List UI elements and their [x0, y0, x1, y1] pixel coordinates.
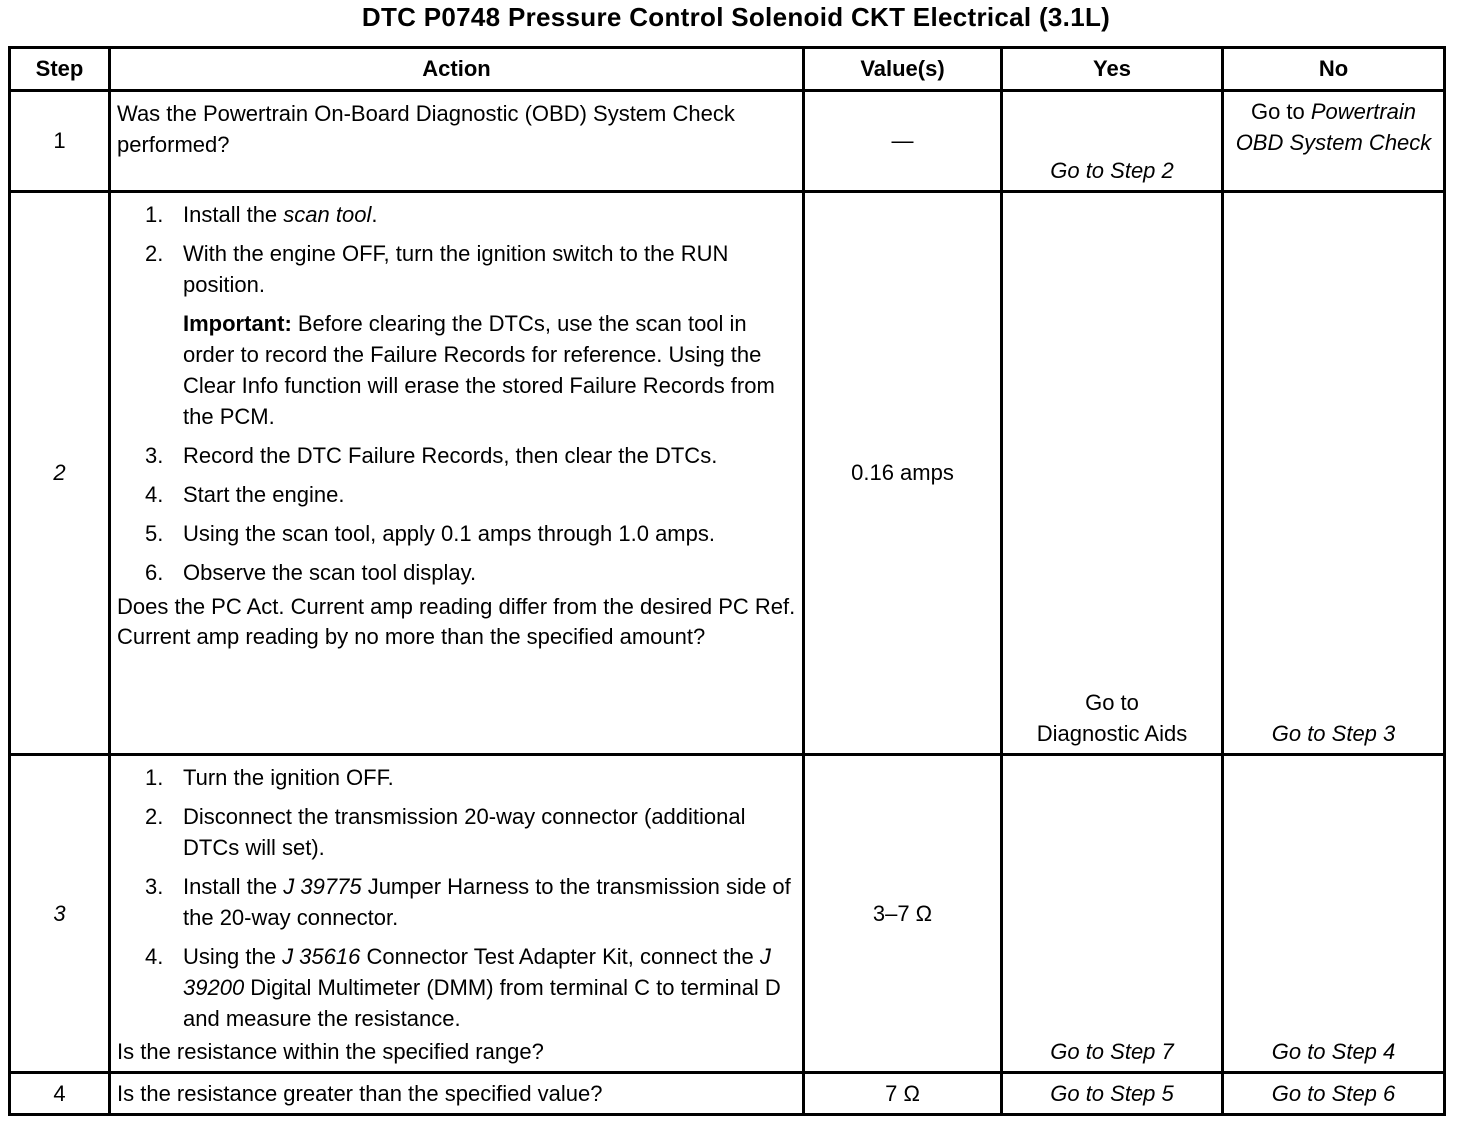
no-cell [1223, 91, 1445, 192]
table-row-step-4 [10, 1073, 1445, 1115]
step-number: 1 [10, 91, 110, 192]
header-yes: Yes [1002, 48, 1223, 91]
header-action: Action [110, 48, 804, 91]
yes-cell [1002, 91, 1223, 192]
no-cell [1223, 1073, 1445, 1115]
value-cell: 3–7 Ω [804, 755, 1002, 1073]
important-note: Important: Before clearing the DTCs, use the scan tool in order to record the Failure Records for reference. Using the Clear Info function will erase the stored Failure Records from the PCM. [183, 311, 775, 429]
tool-name: J 35616 [282, 944, 361, 969]
tool-name: J 39775 [283, 874, 362, 899]
list-item: 1. Install the scan tool. [145, 202, 378, 227]
no-link[interactable]: Powertrain OBD System Check [1235, 99, 1432, 155]
header-row [10, 48, 1445, 91]
yes-link[interactable]: Go to Step 7 [1050, 1039, 1174, 1064]
yes-cell [1002, 192, 1223, 755]
list-item: 5. Using the scan tool, apply 0.1 amps through 1.0 amps. [145, 521, 715, 546]
action-cell [110, 91, 804, 192]
header-no: No [1223, 48, 1445, 91]
no-cell [1223, 755, 1445, 1073]
question-text: Is the resistance greater than the specified value? [117, 1081, 603, 1106]
step-number: 2 [10, 192, 110, 755]
yes-cell [1002, 755, 1223, 1073]
step-number: 4 [10, 1073, 110, 1115]
no-cell [1223, 192, 1445, 755]
action-cell [110, 1073, 804, 1115]
tool-name: J 39200 [183, 944, 771, 1000]
no-link[interactable]: Go to Step 4 [1271, 1039, 1396, 1064]
list-item: 3. Install the J 39775 Jumper Harness to the transmission side of the 20-way connector. [145, 874, 791, 930]
action-cell [110, 192, 804, 755]
diagnostic-table [8, 46, 1446, 1116]
no-link[interactable]: Go to Step 6 [1271, 1080, 1396, 1106]
document-title: DTC P0748 Pressure Control Solenoid CKT Electrical (3.1L) [361, 2, 1111, 32]
no-prefix: Go to [1250, 99, 1311, 124]
header-values: Value(s) [804, 48, 1002, 91]
list-item: 3. Record the DTC Failure Records, then clear the DTCs. [145, 443, 718, 468]
no-link[interactable]: Go to Step 3 [1271, 721, 1396, 746]
list-item: 2. Disconnect the transmission 20-way connector (additional DTCs will set). [145, 804, 746, 860]
header-step: Step [10, 48, 110, 91]
list-item: 4. Start the engine. [145, 482, 345, 507]
question-text: Is the resistance within the specified range? [117, 1039, 544, 1064]
list-item: 2. With the engine OFF, turn the ignition switch to the RUN position. [145, 241, 729, 297]
value-cell: 7 Ω [804, 1073, 1002, 1115]
list-item: 6. Observe the scan tool display. [145, 560, 477, 585]
table-row-step-3 [10, 755, 1445, 1073]
yes-link[interactable]: Go to Diagnostic Aids [1036, 690, 1188, 746]
list-item: 1. Turn the ignition OFF. [145, 765, 394, 790]
value-cell: — [804, 91, 1002, 192]
yes-link[interactable]: Go to Step 5 [1050, 1080, 1174, 1106]
step-number: 3 [10, 755, 110, 1073]
list-item: 4. Using the J 35616 Connector Test Adapter Kit, connect the J 39200 Digital Multimeter (DMM) from terminal C to terminal D and measure the resistance. [145, 944, 781, 1031]
question-text: Does the PC Act. Current amp reading differ from the desired PC Ref. Current amp reading by no more than the specified amount? [117, 594, 796, 649]
tool-name: scan tool [283, 202, 372, 227]
table-row-step-1 [10, 91, 1445, 192]
value-cell: 0.16 amps [804, 192, 1002, 755]
action-cell [110, 755, 804, 1073]
yes-cell [1002, 1073, 1223, 1115]
yes-link[interactable]: Go to Step 2 [1050, 158, 1174, 183]
table-row-step-2 [10, 192, 1445, 755]
question-text: Was the Powertrain On-Board Diagnostic (OBD) System Check performed? [117, 101, 735, 157]
